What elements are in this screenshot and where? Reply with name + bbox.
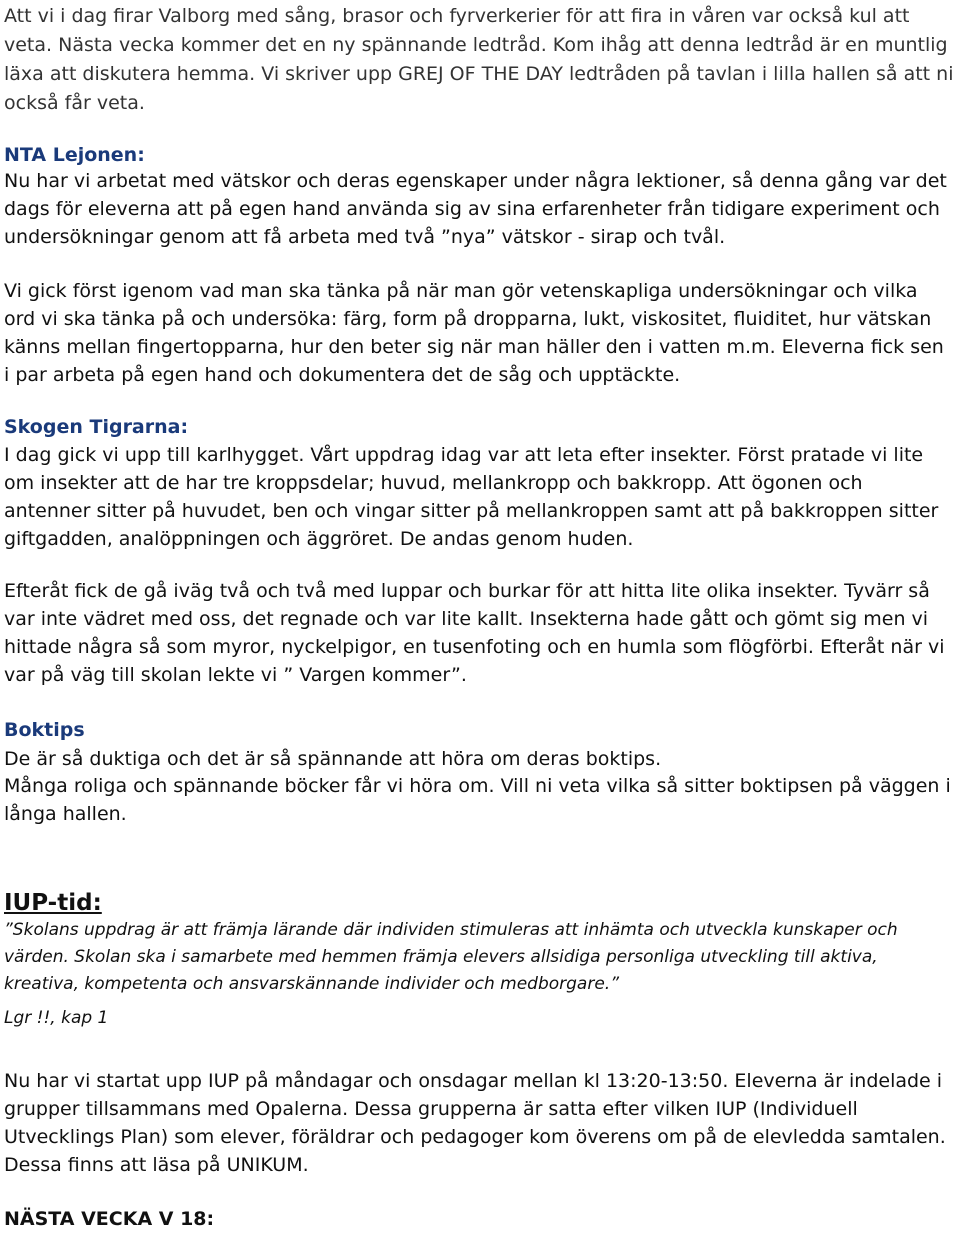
quote-source: Lgr !!, kap 1 (4, 1008, 109, 1028)
boktips-line-2: Många roliga och spännande böcker får vi höra om. Vill ni veta vilka så sitter boktipsen på väggen i långa hallen. (4, 775, 951, 825)
iup-heading: IUP-tid: (4, 890, 102, 916)
boktips-heading: Boktips (4, 719, 85, 741)
skogen-paragraph-2: Efteråt fick de gå iväg två och två med luppar och burkar för att hitta lite olika insekter. Tyvärr så var inte vädret med oss, det regnade och var lite kallt. Insekterna hade gått och gömt sig men vi hittade några så som myror, nyckelpigor, en tusenfoting och en humla som flögförbi. Efteråt när vi var på väg till skolan lekte vi ” Vargen kommer”. (4, 580, 945, 686)
skogen-paragraph-1: I dag gick vi upp till karlhygget. Vårt uppdrag idag var att leta efter insekter. Först pratade vi lite om insekter att de har tre kroppsdelar; huvud, mellankropp och bakkropp. Att ögonen och antenner sitter på huvudet, ben och vingar sitter på mellankroppen samt att på bakkroppen sitter giftgadden, analöppningen och äggröret. De andas genom huden. (4, 444, 939, 550)
boktips-line-1: De är så duktiga och det är så spännande att höra om deras boktips. (4, 748, 662, 770)
curriculum-quote: ”Skolans uppdrag är att främja lärande där individen stimuleras att inhämta och utveckla kunskaper och värden. Skolan ska i samarbete med hemmen främja elevers allsidiga personliga utveckling till aktiva, kreativa, kompetenta och ansvarskännande individer och medborgare.” (4, 920, 898, 994)
iup-paragraph: Nu har vi startat upp IUP på måndagar och onsdagar mellan kl 13:20-13:50. Eleverna är indelade i grupper tillsammans med Opalerna. Dessa grupperna är satta efter vilken IUP (Individuell Utvecklings Plan) som elever, föräldrar och pedagoger kom överens om på de elevledda samtalen. Dessa finns att läsa på UNIKUM. (4, 1070, 946, 1176)
intro-paragraph: Att vi i dag firar Valborg med sång, brasor och fyrverkerier för att fira in våren var också kul att veta. Nästa vecka kommer det en ny spännande ledtråd. Kom ihåg att denna ledtråd är en muntlig läxa att diskutera hemma. Vi skriver upp GREJ OF THE DAY ledtråden på tavlan i lilla hallen så att ni också får veta. (4, 5, 954, 114)
nta-paragraph-1: Nu har vi arbetat med vätskor och deras egenskaper under några lektioner, så denna gång var det dags för eleverna att på egen hand använda sig av sina erfarenheter från tidigare experiment och undersökningar genom att få arbeta med två ”nya” vätskor - sirap och tvål. (4, 170, 947, 248)
nta-paragraph-2: Vi gick först igenom vad man ska tänka på när man gör vetenskapliga undersökningar och vilka ord vi ska tänka på och undersöka: färg, form på dropparna, lukt, viskositet, fluiditet, hur vätskan känns mellan fingertopparna, hur den beter sig när man häller den i vatten m.m. Eleverna fick sen i par arbeta på egen hand och dokumentera det de såg och upptäckte. (4, 280, 944, 386)
next-week-heading: NÄSTA VECKA V 18: (4, 1208, 215, 1230)
skogen-heading: Skogen Tigrarna: (4, 416, 189, 438)
nta-heading: NTA Lejonen: (4, 144, 145, 166)
